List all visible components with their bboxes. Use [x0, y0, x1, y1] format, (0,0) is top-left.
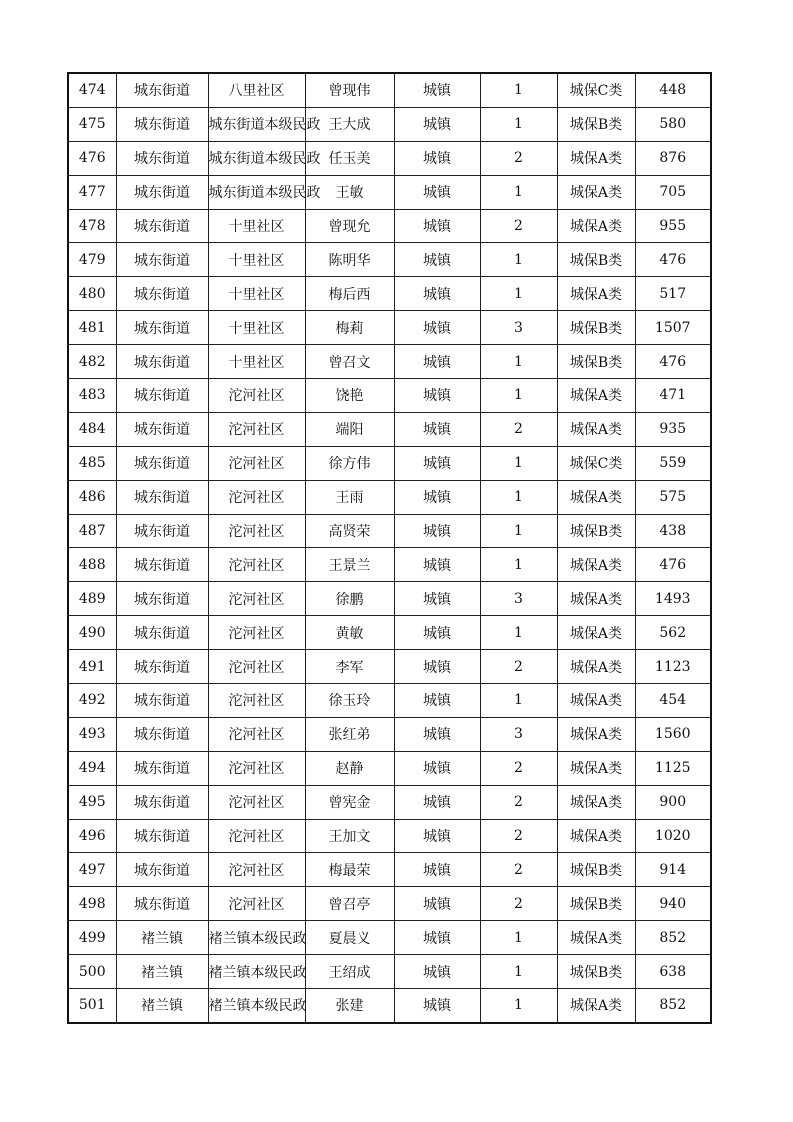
community-text: 城东街道本级民政: [208, 185, 321, 202]
amount-cell: 1020: [635, 819, 711, 853]
name-cell: 王景兰: [305, 548, 394, 582]
community-text: 沱河社区: [228, 829, 285, 846]
community-cell: [208, 514, 305, 548]
row-number-cell: 489: [68, 582, 116, 616]
category-cell: 城保B类: [557, 311, 635, 345]
community-cell: [208, 921, 305, 955]
area-type-cell: 城镇: [394, 243, 480, 277]
name-cell: 高贤荣: [305, 514, 394, 548]
table-row: [68, 616, 711, 650]
community-text: 沱河社区: [228, 693, 285, 710]
community-cell: [208, 548, 305, 582]
street-cell: 城东街道: [116, 73, 208, 107]
category-cell: 城保A类: [557, 480, 635, 514]
amount-cell: 1125: [635, 751, 711, 785]
household-size-cell: 1: [480, 379, 557, 413]
household-size-cell: 1: [480, 345, 557, 379]
name-cell: 任玉美: [305, 141, 394, 175]
street-cell: 城东街道: [116, 243, 208, 277]
community-cell: [208, 345, 305, 379]
amount-cell: 638: [635, 955, 711, 989]
community-text: 城东街道本级民政: [208, 117, 321, 134]
row-number-cell: 478: [68, 209, 116, 243]
category-cell: 城保B类: [557, 853, 635, 887]
community-text: 沱河社区: [228, 490, 285, 507]
community-text: 沱河社区: [228, 456, 285, 473]
household-size-cell: 2: [480, 209, 557, 243]
street-cell: 褚兰镇: [116, 989, 208, 1023]
street-cell: 城东街道: [116, 379, 208, 413]
table-row: [68, 107, 711, 141]
category-cell: 城保C类: [557, 73, 635, 107]
street-cell: 褚兰镇: [116, 955, 208, 989]
category-cell: 城保B类: [557, 107, 635, 141]
category-cell: 城保A类: [557, 412, 635, 446]
community-cell: [208, 751, 305, 785]
table-row: [68, 785, 711, 819]
name-cell: 梅后西: [305, 277, 394, 311]
community-text: 十里社区: [228, 219, 285, 235]
household-size-cell: 2: [480, 412, 557, 446]
row-number-cell: 499: [68, 921, 116, 955]
community-cell: [208, 887, 305, 921]
table-row: [68, 73, 711, 107]
area-type-cell: 城镇: [394, 175, 480, 209]
household-size-cell: 2: [480, 819, 557, 853]
amount-cell: 1123: [635, 650, 711, 684]
household-size-cell: 2: [480, 887, 557, 921]
community-text: 八里社区: [228, 83, 285, 100]
table-row: [68, 243, 711, 277]
amount-cell: 476: [635, 548, 711, 582]
household-size-cell: 1: [480, 616, 557, 650]
amount-cell: 852: [635, 989, 711, 1023]
area-type-cell: 城镇: [394, 582, 480, 616]
street-cell: 城东街道: [116, 548, 208, 582]
street-cell: 城东街道: [116, 277, 208, 311]
amount-cell: 448: [635, 73, 711, 107]
row-number-cell: 501: [68, 989, 116, 1023]
name-cell: 曾现伟: [305, 73, 394, 107]
area-type-cell: 城镇: [394, 684, 480, 718]
row-number-cell: 496: [68, 819, 116, 853]
area-type-cell: 城镇: [394, 514, 480, 548]
table-row: [68, 175, 711, 209]
table-row: [68, 853, 711, 887]
category-cell: 城保B类: [557, 345, 635, 379]
community-text: 沱河社区: [228, 591, 285, 608]
category-cell: 城保B类: [557, 243, 635, 277]
row-number-cell: 474: [68, 73, 116, 107]
household-size-cell: 1: [480, 955, 557, 989]
amount-cell: 438: [635, 514, 711, 548]
category-cell: 城保A类: [557, 989, 635, 1023]
row-number-cell: 481: [68, 311, 116, 345]
row-number-cell: 483: [68, 379, 116, 413]
row-number-cell: 498: [68, 887, 116, 921]
street-cell: 城东街道: [116, 412, 208, 446]
community-cell: [208, 277, 305, 311]
household-size-cell: 2: [480, 141, 557, 175]
name-cell: 赵静: [305, 751, 394, 785]
community-cell: [208, 684, 305, 718]
row-number-cell: 491: [68, 650, 116, 684]
row-number-cell: 475: [68, 107, 116, 141]
table-row: [68, 446, 711, 480]
category-cell: 城保A类: [557, 650, 635, 684]
row-number-cell: 490: [68, 616, 116, 650]
community-text: 沱河社区: [228, 896, 285, 913]
community-text: 褚兰镇本级民政: [208, 998, 307, 1015]
household-size-cell: 2: [480, 785, 557, 819]
area-type-cell: 城镇: [394, 379, 480, 413]
community-text: 沱河社区: [228, 422, 285, 439]
household-size-cell: 1: [480, 107, 557, 141]
area-type-cell: 城镇: [394, 311, 480, 345]
community-cell: [208, 209, 305, 243]
table-row: [68, 650, 711, 684]
community-text: 十里社区: [228, 354, 285, 371]
area-type-cell: 城镇: [394, 717, 480, 751]
household-size-cell: 3: [480, 717, 557, 751]
row-number-cell: 494: [68, 751, 116, 785]
table-row: [68, 514, 711, 548]
household-size-cell: 1: [480, 277, 557, 311]
name-cell: 端阳: [305, 412, 394, 446]
amount-cell: 559: [635, 446, 711, 480]
row-number-cell: 495: [68, 785, 116, 819]
street-cell: 城东街道: [116, 819, 208, 853]
community-text: 十里社区: [228, 320, 285, 337]
household-size-cell: 2: [480, 853, 557, 887]
table-row: [68, 209, 711, 243]
row-number-cell: 488: [68, 548, 116, 582]
category-cell: 城保A类: [557, 141, 635, 175]
community-cell: [208, 73, 305, 107]
area-type-cell: 城镇: [394, 446, 480, 480]
name-cell: 曾宪金: [305, 785, 394, 819]
community-cell: [208, 819, 305, 853]
category-cell: 城保B类: [557, 955, 635, 989]
household-size-cell: 1: [480, 514, 557, 548]
area-type-cell: 城镇: [394, 73, 480, 107]
area-type-cell: 城镇: [394, 107, 480, 141]
category-cell: 城保C类: [557, 446, 635, 480]
name-cell: 陈明华: [305, 243, 394, 277]
area-type-cell: 城镇: [394, 989, 480, 1023]
community-text: 沱河社区: [228, 625, 285, 642]
community-text: 沱河社区: [228, 388, 285, 405]
household-size-cell: 1: [480, 548, 557, 582]
community-cell: [208, 379, 305, 413]
household-size-cell: 2: [480, 650, 557, 684]
community-text: 沱河社区: [228, 727, 285, 744]
amount-cell: 1507: [635, 311, 711, 345]
amount-cell: 517: [635, 277, 711, 311]
category-cell: 城保A类: [557, 379, 635, 413]
name-cell: 夏晨义: [305, 921, 394, 955]
table-row: [68, 548, 711, 582]
community-cell: [208, 853, 305, 887]
category-cell: 城保A类: [557, 616, 635, 650]
row-number-cell: 479: [68, 243, 116, 277]
name-cell: 王大成: [305, 107, 394, 141]
table-row: [68, 141, 711, 175]
amount-cell: 955: [635, 209, 711, 243]
community-text: 城东街道本级民政: [208, 151, 321, 168]
amount-cell: 580: [635, 107, 711, 141]
street-cell: 城东街道: [116, 785, 208, 819]
table-row: [68, 751, 711, 785]
community-cell: [208, 717, 305, 751]
row-number-cell: 482: [68, 345, 116, 379]
name-cell: 王雨: [305, 480, 394, 514]
category-cell: 城保A类: [557, 717, 635, 751]
table-row: [68, 311, 711, 345]
table-row: [68, 921, 711, 955]
community-cell: [208, 107, 321, 141]
community-cell: [208, 243, 305, 277]
community-cell: [208, 785, 305, 819]
amount-cell: 1493: [635, 582, 711, 616]
household-size-cell: 1: [480, 684, 557, 718]
name-cell: 梅最荣: [305, 853, 394, 887]
amount-cell: 454: [635, 684, 711, 718]
area-type-cell: 城镇: [394, 785, 480, 819]
row-number-cell: 484: [68, 412, 116, 446]
street-cell: 城东街道: [116, 717, 208, 751]
table-row: [68, 582, 711, 616]
name-cell: 曾召文: [305, 345, 394, 379]
name-cell: 曾现允: [305, 209, 394, 243]
category-cell: 城保A类: [557, 209, 635, 243]
street-cell: 褚兰镇: [116, 921, 208, 955]
amount-cell: 1560: [635, 717, 711, 751]
community-text: 沱河社区: [228, 557, 285, 574]
area-type-cell: 城镇: [394, 345, 480, 379]
street-cell: 城东街道: [116, 887, 208, 921]
area-type-cell: 城镇: [394, 480, 480, 514]
community-text: 褚兰镇本级民政: [208, 930, 307, 947]
amount-cell: 476: [635, 345, 711, 379]
community-cell: [208, 582, 305, 616]
row-number-cell: 493: [68, 717, 116, 751]
street-cell: 城东街道: [116, 446, 208, 480]
area-type-cell: 城镇: [394, 887, 480, 921]
community-cell: [208, 616, 305, 650]
community-cell: [208, 175, 321, 209]
amount-cell: 914: [635, 853, 711, 887]
area-type-cell: 城镇: [394, 853, 480, 887]
street-cell: 城东街道: [116, 345, 208, 379]
amount-cell: 852: [635, 921, 711, 955]
area-type-cell: 城镇: [394, 819, 480, 853]
category-cell: 城保A类: [557, 921, 635, 955]
community-text: 沱河社区: [228, 659, 285, 676]
community-cell: [208, 989, 305, 1023]
amount-cell: 940: [635, 887, 711, 921]
street-cell: 城东街道: [116, 751, 208, 785]
table-row: [68, 989, 711, 1023]
community-cell: [208, 412, 305, 446]
street-cell: 城东街道: [116, 141, 208, 175]
household-size-cell: 2: [480, 751, 557, 785]
table-row: [68, 955, 711, 989]
table-row: [68, 412, 711, 446]
amount-cell: 575: [635, 480, 711, 514]
area-type-cell: 城镇: [394, 955, 480, 989]
household-size-cell: 1: [480, 446, 557, 480]
amount-cell: 876: [635, 141, 711, 175]
amount-cell: 562: [635, 616, 711, 650]
amount-cell: 935: [635, 412, 711, 446]
community-cell: [208, 650, 305, 684]
table-row: [68, 345, 711, 379]
street-cell: 城东街道: [116, 582, 208, 616]
street-cell: 城东街道: [116, 616, 208, 650]
amount-cell: 476: [635, 243, 711, 277]
street-cell: 城东街道: [116, 311, 208, 345]
street-cell: 城东街道: [116, 853, 208, 887]
category-cell: 城保A类: [557, 751, 635, 785]
household-size-cell: 3: [480, 582, 557, 616]
household-size-cell: 1: [480, 243, 557, 277]
name-cell: 王绍成: [305, 955, 394, 989]
street-cell: 城东街道: [116, 107, 208, 141]
name-cell: 曾召亭: [305, 887, 394, 921]
name-cell: 黄敏: [305, 616, 394, 650]
community-cell: [208, 311, 305, 345]
row-number-cell: 487: [68, 514, 116, 548]
community-cell: [208, 480, 305, 514]
community-text: 十里社区: [228, 252, 285, 269]
area-type-cell: 城镇: [394, 412, 480, 446]
category-cell: 城保B类: [557, 514, 635, 548]
name-cell: 徐玉玲: [305, 684, 394, 718]
community-text: 沱河社区: [228, 862, 285, 879]
household-size-cell: 1: [480, 175, 557, 209]
row-number-cell: 497: [68, 853, 116, 887]
community-cell: [208, 955, 305, 989]
community-text: 沱河社区: [228, 761, 285, 778]
area-type-cell: 城镇: [394, 650, 480, 684]
category-cell: 城保A类: [557, 175, 635, 209]
street-cell: 城东街道: [116, 514, 208, 548]
area-type-cell: 城镇: [394, 751, 480, 785]
household-size-cell: 1: [480, 480, 557, 514]
household-size-cell: 1: [480, 989, 557, 1023]
household-size-cell: 1: [480, 921, 557, 955]
relief-table: [67, 72, 712, 1024]
community-text: 十里社区: [228, 286, 285, 303]
table-row: [68, 277, 711, 311]
name-cell: 王敏: [305, 175, 394, 209]
table-body: [68, 73, 711, 1023]
category-cell: 城保A类: [557, 819, 635, 853]
household-size-cell: 3: [480, 311, 557, 345]
category-cell: 城保A类: [557, 684, 635, 718]
community-text: 褚兰镇本级民政: [208, 964, 307, 981]
area-type-cell: 城镇: [394, 277, 480, 311]
area-type-cell: 城镇: [394, 616, 480, 650]
table-row: [68, 819, 711, 853]
table-row: [68, 480, 711, 514]
row-number-cell: 480: [68, 277, 116, 311]
table-row: [68, 887, 711, 921]
community-text: 沱河社区: [228, 524, 285, 541]
community-text: 沱河社区: [228, 795, 285, 812]
street-cell: 城东街道: [116, 209, 208, 243]
street-cell: 城东街道: [116, 650, 208, 684]
area-type-cell: 城镇: [394, 209, 480, 243]
category-cell: 城保A类: [557, 785, 635, 819]
name-cell: 张红弟: [305, 717, 394, 751]
area-type-cell: 城镇: [394, 141, 480, 175]
category-cell: 城保A类: [557, 548, 635, 582]
name-cell: 梅莉: [305, 311, 394, 345]
amount-cell: 705: [635, 175, 711, 209]
row-number-cell: 492: [68, 684, 116, 718]
row-number-cell: 477: [68, 175, 116, 209]
amount-cell: 900: [635, 785, 711, 819]
street-cell: 城东街道: [116, 480, 208, 514]
household-size-cell: 1: [480, 73, 557, 107]
category-cell: 城保A类: [557, 582, 635, 616]
table-row: [68, 684, 711, 718]
row-number-cell: 485: [68, 446, 116, 480]
name-cell: 徐方伟: [305, 446, 394, 480]
name-cell: 张建: [305, 989, 394, 1023]
name-cell: 王加文: [305, 819, 394, 853]
row-number-cell: 500: [68, 955, 116, 989]
street-cell: 城东街道: [116, 684, 208, 718]
area-type-cell: 城镇: [394, 921, 480, 955]
row-number-cell: 486: [68, 480, 116, 514]
table-row: [68, 379, 711, 413]
community-cell: [208, 141, 321, 175]
street-cell: 城东街道: [116, 175, 208, 209]
community-cell: [208, 446, 305, 480]
area-type-cell: 城镇: [394, 548, 480, 582]
name-cell: 饶艳: [305, 379, 394, 413]
row-number-cell: 476: [68, 141, 116, 175]
category-cell: 城保B类: [557, 887, 635, 921]
table-row: [68, 717, 711, 751]
name-cell: 李军: [305, 650, 394, 684]
category-cell: 城保A类: [557, 277, 635, 311]
name-cell: 徐鹏: [305, 582, 394, 616]
amount-cell: 471: [635, 379, 711, 413]
